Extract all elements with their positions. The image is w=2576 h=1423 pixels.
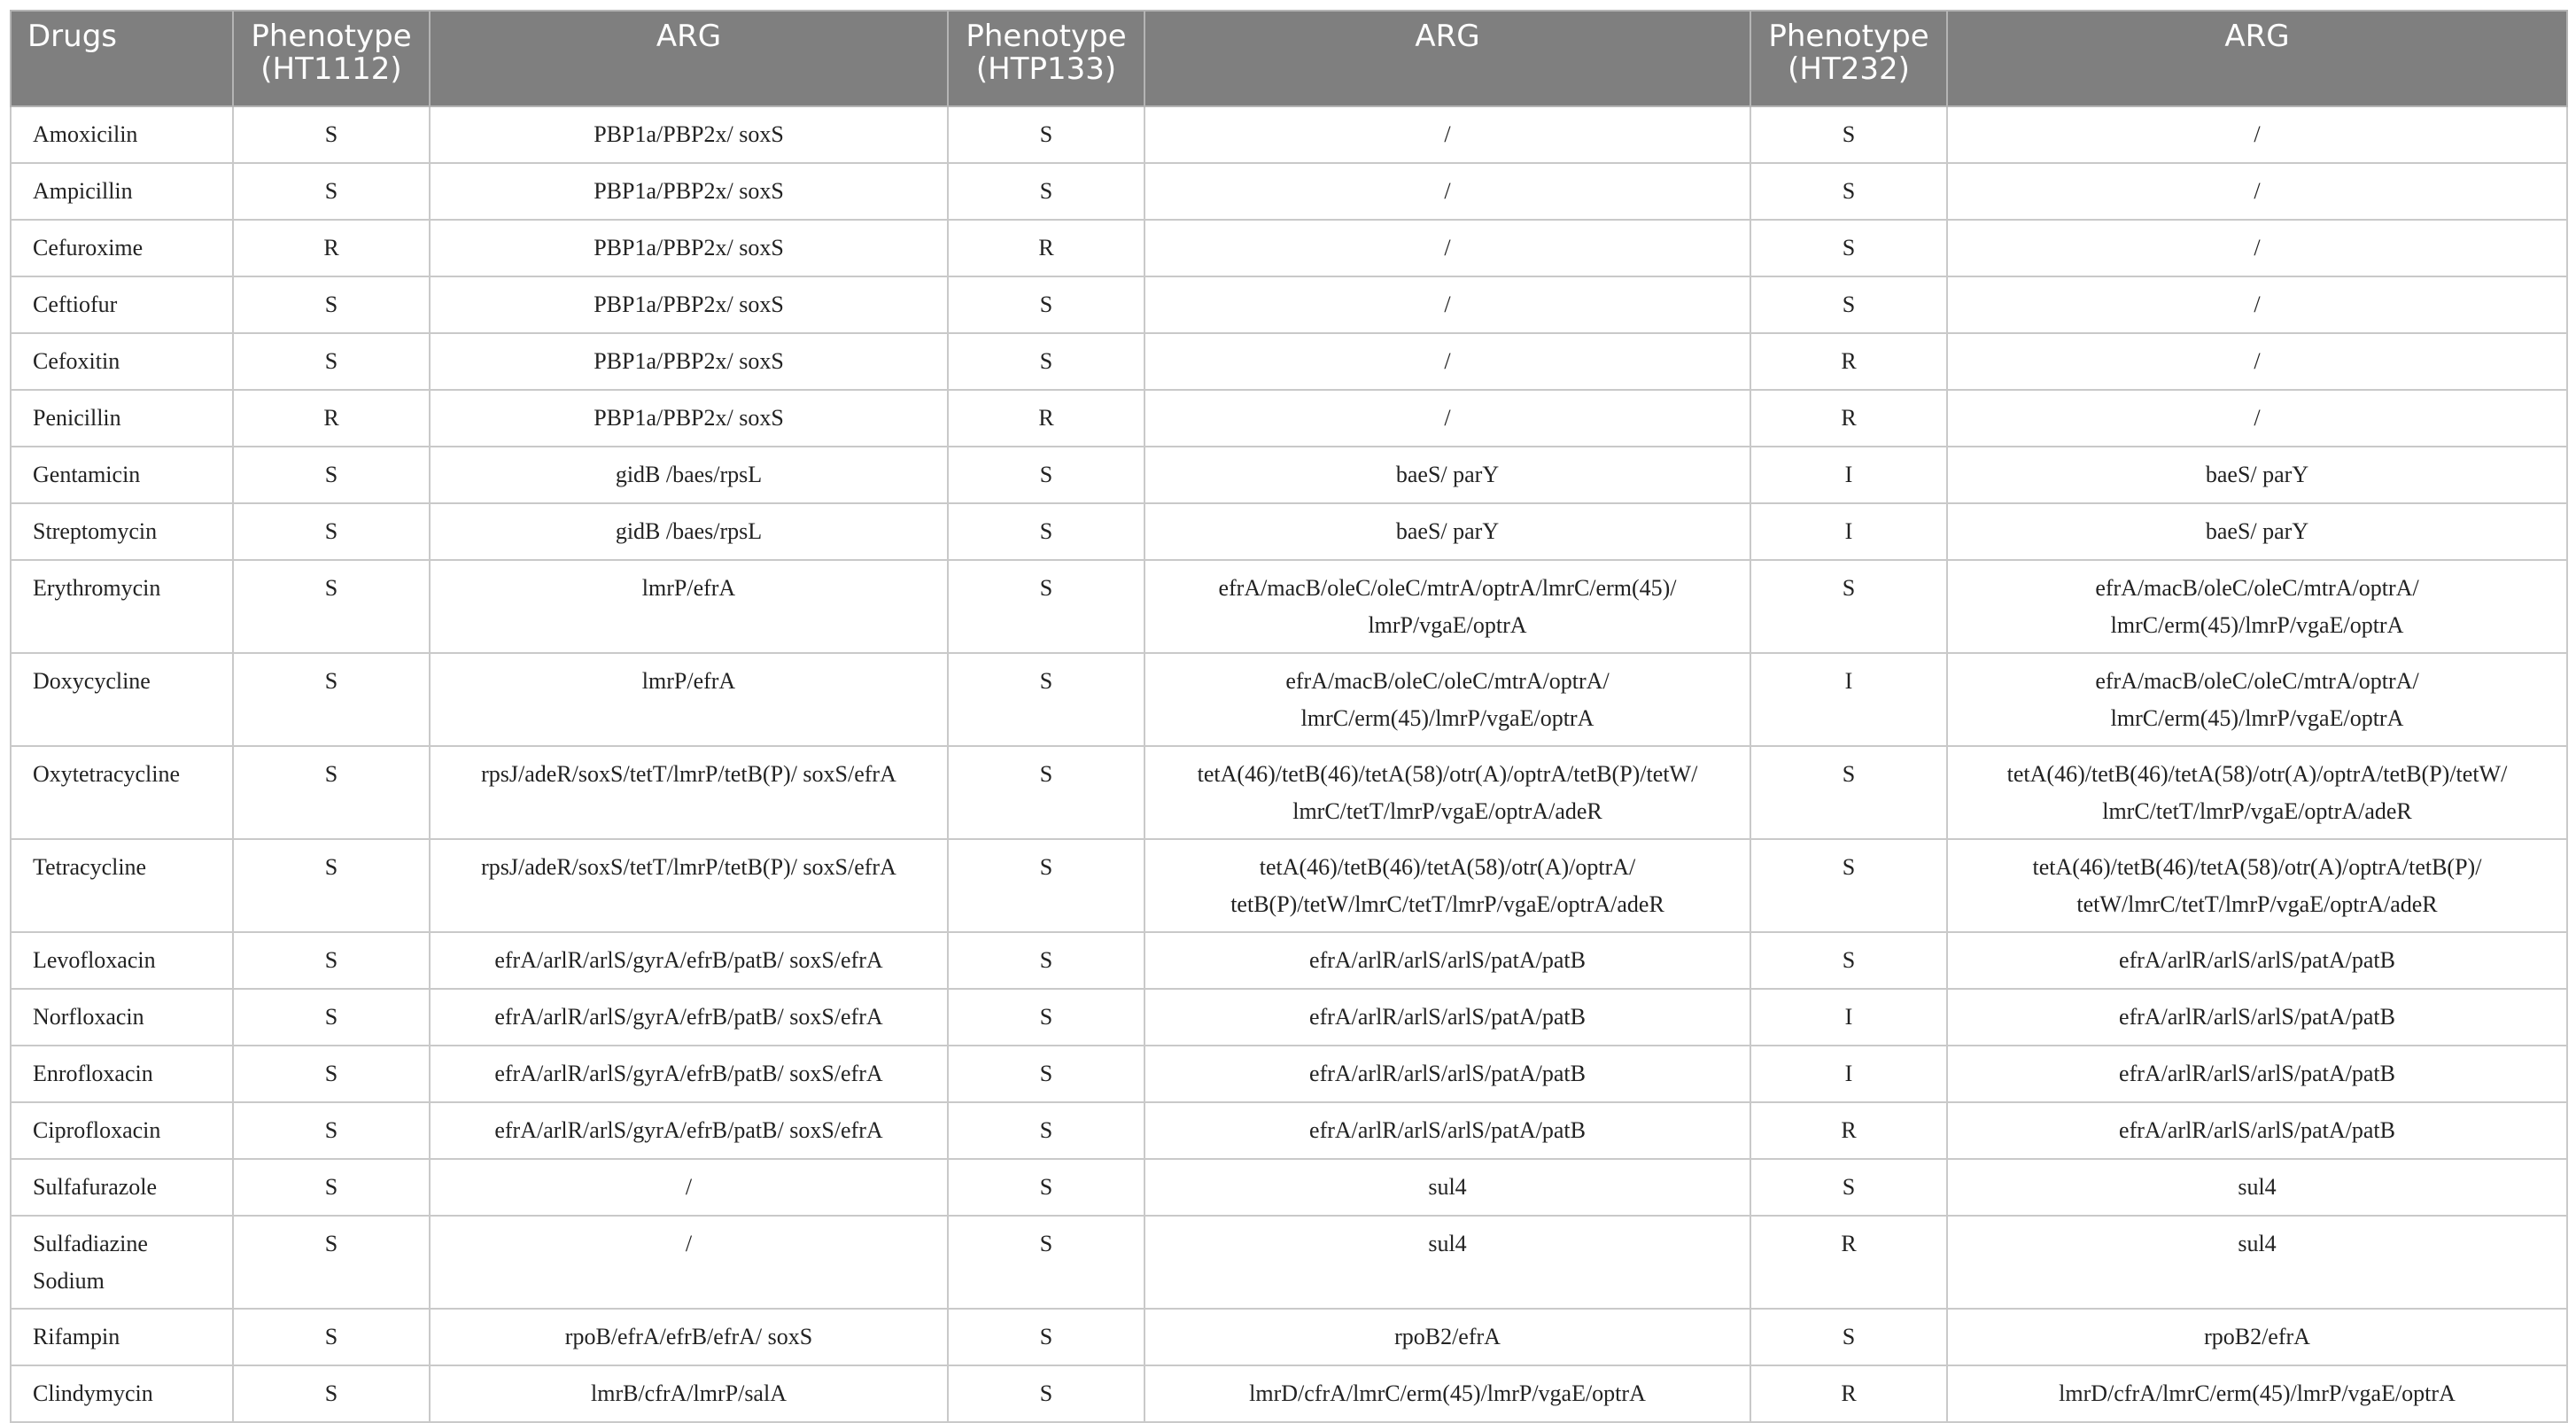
phenotype-ht232-cell: I [1750,447,1947,503]
drug-cell: Oxytetracycline [11,746,233,839]
phenotype-htp133-cell: S [948,932,1144,989]
header-arg-ht232: ARG [1947,11,2567,106]
arg-htp133-cell: / [1144,276,1750,333]
table-row [11,932,2567,989]
phenotype-htp133-cell: S [948,560,1144,653]
table-row [11,1159,2567,1216]
arg-ht232-cell: efrA/arlR/arlS/arlS/patA/patB [1947,989,2567,1046]
arg-ht232-cell: / [1947,106,2567,163]
table-row [11,503,2567,560]
phenotype-htp133-cell: S [948,989,1144,1046]
phenotype-ht1112-cell: S [233,932,430,989]
drug-cell: Clindymycin [11,1365,233,1422]
table-row [11,447,2567,503]
phenotype-ht232-cell: I [1750,1046,1947,1102]
arg-ht1112-cell: PBP1a/PBP2x/ soxS [430,220,948,276]
arg-htp133-cell: baeS/ parY [1144,447,1750,503]
arg-htp133-cell: / [1144,163,1750,220]
arg-ht1112-cell: / [430,1159,948,1216]
phenotype-ht232-cell: I [1750,989,1947,1046]
phenotype-ht1112-cell: S [233,1159,430,1216]
phenotype-ht1112-cell: R [233,390,430,447]
arg-ht1112-cell: gidB /baes/rpsL [430,447,948,503]
table-row [11,989,2567,1046]
arg-htp133-cell: efrA/arlR/arlS/arlS/patA/patB [1144,1046,1750,1102]
arg-htp133-cell: tetA(46)/tetB(46)/tetA(58)/otr(A)/optrA/tetB(P)/tetW/ lmrC/tetT/lmrP/vgaE/optrA/adeR [1144,746,1750,839]
phenotype-ht232-cell: S [1750,163,1947,220]
phenotype-htp133-cell: S [948,276,1144,333]
table-row [11,1216,2567,1309]
table-row [11,1046,2567,1102]
drug-cell: Cefuroxime [11,220,233,276]
drug-cell: Ampicillin [11,163,233,220]
arg-ht1112-cell: gidB /baes/rpsL [430,503,948,560]
arg-htp133-cell: sul4 [1144,1216,1750,1309]
drug-cell: Sulfadiazine Sodium [11,1216,233,1309]
drug-cell: Streptomycin [11,503,233,560]
table-row [11,839,2567,932]
phenotype-ht1112-cell: S [233,989,430,1046]
phenotype-ht232-cell: I [1750,653,1947,746]
phenotype-ht232-cell: S [1750,839,1947,932]
arg-ht232-cell: efrA/macB/oleC/oleC/mtrA/optrA/ lmrC/erm(45)/lmrP/vgaE/optrA [1947,653,2567,746]
phenotype-htp133-cell: S [948,333,1144,390]
table-row [11,1365,2567,1422]
table-row [11,276,2567,333]
phenotype-ht1112-cell: S [233,333,430,390]
arg-ht232-cell: / [1947,163,2567,220]
arg-htp133-cell: rpoB2/efrA [1144,1309,1750,1365]
phenotype-ht232-cell: I [1750,503,1947,560]
table-row [11,1309,2567,1365]
phenotype-htp133-cell: R [948,390,1144,447]
header-phenotype-ht232: Phenotype (HT232) [1750,11,1947,106]
arg-htp133-cell: / [1144,333,1750,390]
arg-htp133-cell: efrA/macB/oleC/oleC/mtrA/optrA/lmrC/erm(45)/ lmrP/vgaE/optrA [1144,560,1750,653]
arg-ht1112-cell: PBP1a/PBP2x/ soxS [430,163,948,220]
arg-ht232-cell: / [1947,276,2567,333]
phenotype-ht1112-cell: S [233,1216,430,1309]
arg-ht1112-cell: PBP1a/PBP2x/ soxS [430,276,948,333]
arg-ht1112-cell: efrA/arlR/arlS/gyrA/efrB/patB/ soxS/efrA [430,932,948,989]
table-container [10,10,2566,1423]
phenotype-htp133-cell: S [948,106,1144,163]
arg-ht1112-cell: PBP1a/PBP2x/ soxS [430,390,948,447]
phenotype-htp133-cell: S [948,1159,1144,1216]
arg-ht1112-cell: lmrP/efrA [430,560,948,653]
arg-htp133-cell: sul4 [1144,1159,1750,1216]
arg-ht232-cell: efrA/arlR/arlS/arlS/patA/patB [1947,932,2567,989]
header-drugs: Drugs [11,11,233,106]
phenotype-htp133-cell: S [948,447,1144,503]
phenotype-ht232-cell: S [1750,106,1947,163]
phenotype-ht232-cell: R [1750,333,1947,390]
arg-ht1112-cell: / [430,1216,948,1309]
header-phenotype-ht1112: Phenotype (HT1112) [233,11,430,106]
arg-ht1112-cell: PBP1a/PBP2x/ soxS [430,333,948,390]
phenotype-ht1112-cell: S [233,653,430,746]
phenotype-htp133-cell: S [948,1102,1144,1159]
header-arg-htp133: ARG [1144,11,1750,106]
arg-htp133-cell: baeS/ parY [1144,503,1750,560]
phenotype-ht1112-cell: S [233,1365,430,1422]
arg-ht232-cell: lmrD/cfrA/lmrC/erm(45)/lmrP/vgaE/optrA [1947,1365,2567,1422]
arg-htp133-cell: efrA/arlR/arlS/arlS/patA/patB [1144,1102,1750,1159]
drug-cell: Penicillin [11,390,233,447]
arg-htp133-cell: tetA(46)/tetB(46)/tetA(58)/otr(A)/optrA/ tetB(P)/tetW/lmrC/tetT/lmrP/vgaE/optrA/adeR [1144,839,1750,932]
phenotype-ht1112-cell: S [233,163,430,220]
arg-ht1112-cell: lmrP/efrA [430,653,948,746]
phenotype-ht232-cell: R [1750,390,1947,447]
arg-ht1112-cell: efrA/arlR/arlS/gyrA/efrB/patB/ soxS/efrA [430,1102,948,1159]
table-row [11,560,2567,653]
arg-ht1112-cell: lmrB/cfrA/lmrP/salA [430,1365,948,1422]
drug-cell: Levofloxacin [11,932,233,989]
phenotype-ht232-cell: S [1750,932,1947,989]
drug-cell: Gentamicin [11,447,233,503]
drug-cell: Tetracycline [11,839,233,932]
arg-ht232-cell: baeS/ parY [1947,447,2567,503]
phenotype-ht1112-cell: S [233,447,430,503]
arg-htp133-cell: efrA/arlR/arlS/arlS/patA/patB [1144,989,1750,1046]
phenotype-htp133-cell: S [948,746,1144,839]
drug-cell: Erythromycin [11,560,233,653]
drug-cell: Doxycycline [11,653,233,746]
arg-ht232-cell: efrA/arlR/arlS/arlS/patA/patB [1947,1046,2567,1102]
table-row [11,163,2567,220]
phenotype-ht232-cell: R [1750,1102,1947,1159]
drug-cell: Amoxicilin [11,106,233,163]
arg-ht1112-cell: rpsJ/adeR/soxS/tetT/lmrP/tetB(P)/ soxS/efrA [430,746,948,839]
arg-phenotype-table [10,10,2568,1423]
table-row [11,653,2567,746]
phenotype-ht232-cell: S [1750,560,1947,653]
arg-ht1112-cell: rpsJ/adeR/soxS/tetT/lmrP/tetB(P)/ soxS/efrA [430,839,948,932]
arg-ht1112-cell: rpoB/efrA/efrB/efrA/ soxS [430,1309,948,1365]
table-row [11,746,2567,839]
arg-ht232-cell: / [1947,390,2567,447]
arg-htp133-cell: / [1144,390,1750,447]
arg-ht232-cell: / [1947,220,2567,276]
arg-ht1112-cell: efrA/arlR/arlS/gyrA/efrB/patB/ soxS/efrA [430,989,948,1046]
arg-ht232-cell: efrA/macB/oleC/oleC/mtrA/optrA/ lmrC/erm(45)/lmrP/vgaE/optrA [1947,560,2567,653]
phenotype-ht1112-cell: S [233,106,430,163]
drug-cell: Ceftiofur [11,276,233,333]
phenotype-htp133-cell: S [948,1216,1144,1309]
drug-cell: Rifampin [11,1309,233,1365]
drug-cell: Ciprofloxacin [11,1102,233,1159]
arg-ht232-cell: baeS/ parY [1947,503,2567,560]
arg-ht232-cell: tetA(46)/tetB(46)/tetA(58)/otr(A)/optrA/tetB(P)/tetW/ lmrC/tetT/lmrP/vgaE/optrA/adeR [1947,746,2567,839]
phenotype-ht1112-cell: S [233,839,430,932]
table-row [11,106,2567,163]
arg-ht232-cell: / [1947,333,2567,390]
phenotype-ht232-cell: R [1750,1365,1947,1422]
phenotype-ht232-cell: S [1750,220,1947,276]
phenotype-ht1112-cell: R [233,220,430,276]
drug-cell: Sulfafurazole [11,1159,233,1216]
phenotype-ht1112-cell: S [233,1046,430,1102]
header-phenotype-htp133: Phenotype (HTP133) [948,11,1144,106]
drug-cell: Enrofloxacin [11,1046,233,1102]
phenotype-ht1112-cell: S [233,560,430,653]
arg-htp133-cell: lmrD/cfrA/lmrC/erm(45)/lmrP/vgaE/optrA [1144,1365,1750,1422]
arg-htp133-cell: efrA/arlR/arlS/arlS/patA/patB [1144,932,1750,989]
phenotype-ht1112-cell: S [233,746,430,839]
phenotype-htp133-cell: S [948,653,1144,746]
arg-htp133-cell: efrA/macB/oleC/oleC/mtrA/optrA/ lmrC/erm(45)/lmrP/vgaE/optrA [1144,653,1750,746]
arg-ht232-cell: efrA/arlR/arlS/arlS/patA/patB [1947,1102,2567,1159]
phenotype-ht1112-cell: S [233,1309,430,1365]
arg-ht232-cell: sul4 [1947,1216,2567,1309]
phenotype-htp133-cell: S [948,503,1144,560]
phenotype-htp133-cell: S [948,1046,1144,1102]
arg-htp133-cell: / [1144,220,1750,276]
arg-htp133-cell: / [1144,106,1750,163]
arg-ht1112-cell: PBP1a/PBP2x/ soxS [430,106,948,163]
header-arg-ht1112: ARG [430,11,948,106]
phenotype-ht232-cell: S [1750,746,1947,839]
phenotype-ht232-cell: S [1750,276,1947,333]
arg-ht232-cell: sul4 [1947,1159,2567,1216]
arg-ht232-cell: tetA(46)/tetB(46)/tetA(58)/otr(A)/optrA/tetB(P)/ tetW/lmrC/tetT/lmrP/vgaE/optrA/adeR [1947,839,2567,932]
phenotype-htp133-cell: S [948,1365,1144,1422]
drug-cell: Norfloxacin [11,989,233,1046]
phenotype-ht232-cell: S [1750,1309,1947,1365]
phenotype-ht232-cell: R [1750,1216,1947,1309]
table-row [11,333,2567,390]
table-row [11,1102,2567,1159]
drug-cell: Cefoxitin [11,333,233,390]
phenotype-htp133-cell: S [948,839,1144,932]
phenotype-htp133-cell: R [948,220,1144,276]
phenotype-ht232-cell: S [1750,1159,1947,1216]
phenotype-ht1112-cell: S [233,1102,430,1159]
phenotype-ht1112-cell: S [233,276,430,333]
header-row [11,11,2567,106]
phenotype-ht1112-cell: S [233,503,430,560]
arg-ht1112-cell: efrA/arlR/arlS/gyrA/efrB/patB/ soxS/efrA [430,1046,948,1102]
table-row [11,220,2567,276]
phenotype-htp133-cell: S [948,1309,1144,1365]
table-row [11,390,2567,447]
phenotype-htp133-cell: S [948,163,1144,220]
arg-ht232-cell: rpoB2/efrA [1947,1309,2567,1365]
